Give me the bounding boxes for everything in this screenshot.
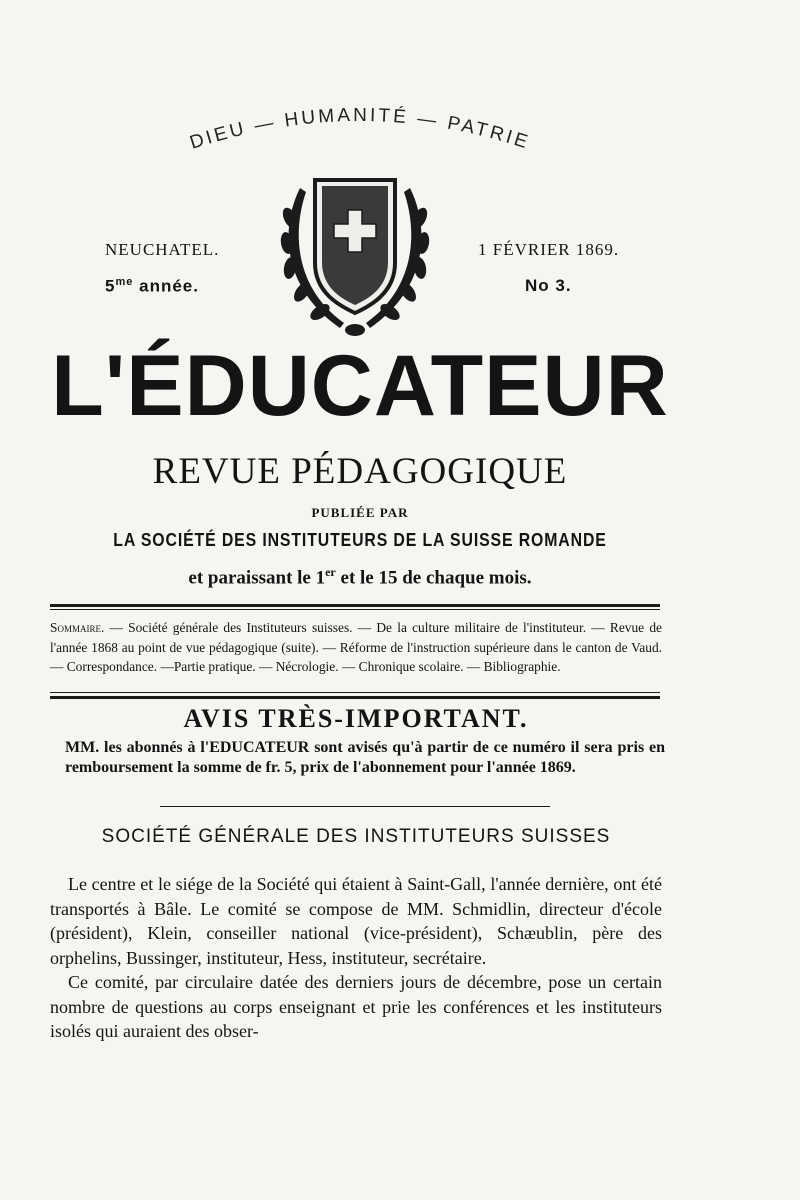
- notice-title: AVIS TRÈS-IMPORTANT.: [183, 704, 529, 733]
- publisher-society: LA SOCIÉTÉ DES INSTITUTEURS DE LA SUISSE ROMANDE: [113, 530, 607, 550]
- swiss-shield-emblem: [270, 168, 440, 343]
- publication-year: $5^{me}$ année.: [105, 276, 199, 296]
- summary-text: — Société générale des Instituteurs suisses. — De la culture militaire de l'instituteur. — Revue de l'année 1868 au point de vue pédagogique (suite). — Réforme de l'instruction supérieure dans le canton de Vaud. — Correspondance. —Partie pratique. — Nécrologie. — Chronique scolaire. — Bibliographie.: [50, 620, 662, 674]
- article-paragraph: Ce comité, par circulaire datée des derniers jours de décembre, pose un certain nombre de questions au corps enseignant et prie les conférences et les instituteurs isolés qui auraient des obser-: [50, 972, 662, 1041]
- article-paragraph: Le centre et le siége de la Société qui étaient à Saint-Gall, l'année dernière, ont été transportés à Bâle. Le comité se compose de MM. Schmidlin, directeur d'école (président), Klein, conseiller national (vice-président), Schæublin, père des orphelins, Bussinger, instituteur, Hess, instituteur, secrétaire.: [50, 874, 662, 968]
- issue-number: No 3.: [525, 276, 572, 295]
- summary-label: Sommaire.: [50, 620, 105, 635]
- divider-top: [50, 604, 660, 607]
- divider-notice: [160, 806, 550, 807]
- journal-title: L'ÉDUCATEUR: [51, 338, 669, 434]
- publication-frequency: et paraissant le 1er et le 15 de chaque mois.: [188, 565, 532, 589]
- divider-mid: [50, 696, 660, 699]
- article-heading: SOCIÉTÉ GÉNÉRALE DES INSTITUTEURS SUISSES: [101, 826, 611, 847]
- motto-arc: [150, 95, 570, 175]
- published-by-label: PUBLIÉE PAR: [311, 505, 409, 520]
- article-body: [50, 872, 662, 1044]
- city-label: NEUCHATEL.: [105, 240, 220, 259]
- divider-mid-thin: [50, 692, 660, 693]
- summary-block: [50, 618, 662, 677]
- divider-top-thin: [50, 609, 660, 610]
- journal-subtitle: REVUE PÉDAGOGIQUE: [152, 451, 568, 492]
- issue-date: 1 FÉVRIER 1869.: [478, 240, 620, 259]
- motto-text: DIEU — HUMANITÉ — PATRIE: [187, 104, 533, 154]
- notice-body: MM. les abonnés à l'EDUCATEUR sont avisés qu'à partir de ce numéro il sera pris en remboursement la somme de fr. 5, prix de l'abonnement pour l'année 1869.: [65, 739, 665, 776]
